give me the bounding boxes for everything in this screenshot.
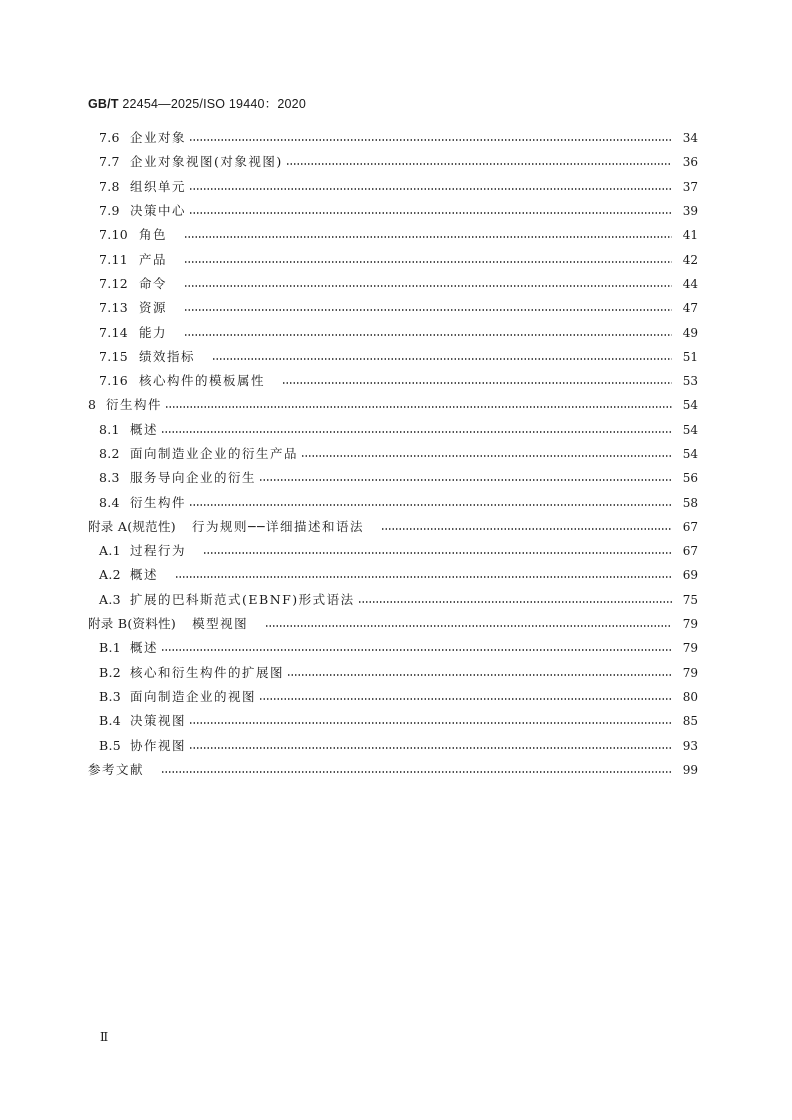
toc-entry-title: 过程行为 [130, 543, 187, 559]
toc-entry[interactable] [88, 418, 698, 442]
page-number: Ⅱ [100, 1030, 109, 1044]
toc-entry-title: 能力 [139, 324, 168, 340]
dot-leader [358, 601, 672, 603]
dot-leader [184, 261, 672, 263]
toc-entry-number: B.5 [99, 737, 122, 753]
running-header [88, 94, 306, 112]
toc-entry-page: 39 [682, 204, 698, 219]
toc-entry-title: 产品 [139, 251, 168, 267]
toc-entry-page: 49 [682, 325, 698, 340]
dot-leader [189, 722, 672, 724]
toc-entry-number: A.1 [99, 543, 121, 559]
toc-entry-title: 决策中心 [130, 203, 187, 219]
toc-entry-title: 核心构件的模板属性 [139, 373, 266, 389]
toc-entry-title: 面向制造业企业的衍生产品 [130, 446, 299, 461]
dot-leader [161, 431, 672, 433]
toc-entry-title: 企业对象 [130, 130, 187, 146]
toc-entry-number: 7.8 [99, 178, 120, 194]
toc-entry-title: 协作视图 [130, 737, 187, 753]
toc-entry-number: 7.10 [99, 227, 129, 243]
toc-entry[interactable] [88, 661, 698, 685]
toc-entry[interactable] [88, 296, 698, 320]
toc-entry[interactable] [88, 369, 698, 393]
toc-entry-title: 命令 [139, 275, 168, 291]
toc-entry-number: B.1 [99, 640, 122, 656]
toc-entry-page: 47 [682, 301, 698, 316]
toc-entry[interactable] [88, 466, 698, 490]
toc-entry-title: 概述 [130, 567, 159, 583]
toc-entry-number: 8 [88, 397, 97, 413]
toc-entry[interactable] [88, 199, 698, 223]
toc-entry-number: B.4 [99, 713, 122, 729]
dot-leader [189, 212, 672, 214]
toc-entry-number: 8.4 [99, 494, 120, 510]
toc-entry-title: 绩效指标 [139, 348, 196, 364]
dot-leader [286, 163, 672, 165]
toc-entry-page: 54 [682, 447, 698, 461]
toc-entry[interactable] [88, 709, 698, 733]
toc-entry[interactable] [88, 150, 698, 174]
toc-entry-page: 67 [682, 519, 698, 534]
toc-entry-page: 53 [682, 374, 698, 389]
toc-entry-number: B.2 [99, 664, 122, 680]
dot-leader [259, 698, 672, 700]
toc-entry-number: 7.11 [99, 251, 129, 267]
toc-entry-page: 80 [682, 689, 698, 704]
toc-entry-title: 企业对象视图(对象视图) [130, 154, 283, 170]
toc-entry[interactable] [88, 515, 698, 539]
toc-entry-page: 37 [682, 179, 698, 194]
toc-entry[interactable] [88, 588, 698, 612]
toc-entry-number: 7.12 [99, 275, 129, 291]
dot-leader [301, 455, 672, 457]
toc-entry-title: 组织单元 [130, 178, 187, 194]
toc-entry[interactable] [88, 636, 698, 660]
toc-entry-page: 58 [682, 495, 698, 510]
toc-entry-page: 79 [682, 617, 698, 632]
toc-entry-page: 69 [682, 568, 698, 583]
dot-leader [189, 747, 672, 749]
dot-leader [381, 528, 672, 530]
dot-leader [184, 309, 672, 311]
dot-leader [287, 674, 672, 676]
dot-leader [165, 406, 672, 408]
standard-number: 22454—2025/ISO 19440：2020 [122, 97, 306, 111]
toc-entry-title: 扩展的巴科斯范式(EBNF)形式语法 [130, 591, 355, 607]
toc-entry-page: 41 [682, 228, 698, 243]
toc-entry-number: 7.9 [99, 203, 120, 219]
toc-entry-number: 7.7 [99, 154, 120, 170]
toc-entry[interactable] [88, 563, 698, 587]
toc-entry-title: 决策视图 [130, 713, 187, 729]
dot-leader [161, 649, 672, 651]
toc-entry-number: 7.6 [99, 130, 120, 146]
toc-entry[interactable] [88, 490, 698, 514]
dot-leader [189, 188, 672, 190]
dot-leader [259, 479, 672, 481]
toc-entry-number: 7.14 [99, 324, 129, 340]
toc-entry-title: 行为规则──详细描述和语法 [191, 518, 365, 534]
dot-leader [184, 334, 672, 336]
toc-entry-number: 8.1 [99, 421, 120, 437]
toc-entry-number: 7.16 [99, 373, 129, 389]
toc-entry-title: 概述 [130, 640, 159, 656]
dot-leader [189, 504, 672, 506]
toc-entry-title: 面向制造企业的视图 [130, 688, 257, 704]
dot-leader [161, 771, 672, 773]
toc-entry-title: 资源 [139, 300, 168, 316]
standard-code: GB/T [88, 97, 119, 111]
toc-entry[interactable] [88, 685, 698, 709]
toc-entry-title: 参考文献 [88, 761, 145, 777]
toc-entry-title: 核心和衍生构件的扩展图 [130, 664, 285, 680]
toc-entry-number: 7.15 [99, 348, 129, 364]
toc-entry[interactable] [88, 539, 698, 563]
toc-entry[interactable] [88, 126, 698, 150]
dot-leader [203, 552, 672, 554]
toc-entry-number: 附录 A(规范性) [88, 518, 176, 534]
toc-entry-number: A.2 [99, 567, 121, 583]
toc-entry-number: 8.3 [99, 470, 120, 486]
toc-entry[interactable] [88, 733, 698, 757]
toc-entry-title: 角色 [139, 227, 168, 243]
toc-entry[interactable] [88, 345, 698, 369]
toc-entry-page: 67 [682, 544, 698, 559]
toc-entry-page: 34 [682, 131, 698, 146]
toc-entry[interactable] [88, 320, 698, 344]
toc-entry-page: 56 [682, 471, 698, 486]
toc-entry-page: 79 [682, 665, 698, 680]
dot-leader [184, 285, 672, 287]
toc-entry[interactable] [88, 223, 698, 247]
toc-entry-page: 79 [682, 641, 698, 656]
toc-entry-page: 54 [682, 398, 698, 413]
toc-entry-page: 99 [682, 762, 698, 777]
dot-leader [265, 625, 672, 627]
toc-entry-page: 51 [682, 349, 698, 364]
toc-entry-title: 衍生构件 [106, 397, 163, 413]
toc-entry-page: 54 [682, 422, 698, 437]
toc-entry-title: 概述 [130, 421, 159, 437]
toc-entry-page: 42 [682, 252, 698, 267]
toc-entry[interactable] [88, 442, 698, 466]
toc-entry[interactable] [88, 758, 698, 782]
toc-entry-page: 44 [682, 276, 698, 291]
dot-leader [282, 382, 672, 384]
toc-entry-page: 93 [682, 738, 698, 753]
dot-leader [184, 236, 672, 238]
toc-entry-page: 75 [682, 592, 698, 607]
toc-entry[interactable] [88, 247, 698, 271]
toc-entry-number: 7.13 [99, 300, 129, 316]
toc-entry-number: 8.2 [99, 446, 120, 461]
table-of-contents [88, 126, 698, 782]
dot-leader [175, 576, 672, 578]
toc-entry-page: 36 [682, 155, 698, 170]
toc-entry-number: B.3 [99, 688, 122, 704]
dot-leader [212, 358, 672, 360]
toc-entry[interactable] [88, 393, 698, 417]
toc-entry-title: 模型视图 [192, 616, 249, 632]
toc-entry-number: 附录 B(资料性) [88, 616, 177, 632]
toc-entry-number: A.3 [99, 591, 121, 607]
toc-entry[interactable] [88, 175, 698, 199]
toc-entry-title: 衍生构件 [130, 494, 187, 510]
toc-entry[interactable] [88, 612, 698, 636]
toc-entry-title: 服务导向企业的衍生 [130, 470, 257, 486]
toc-entry-page: 85 [682, 714, 698, 729]
toc-entry[interactable] [88, 272, 698, 296]
dot-leader [189, 139, 672, 141]
